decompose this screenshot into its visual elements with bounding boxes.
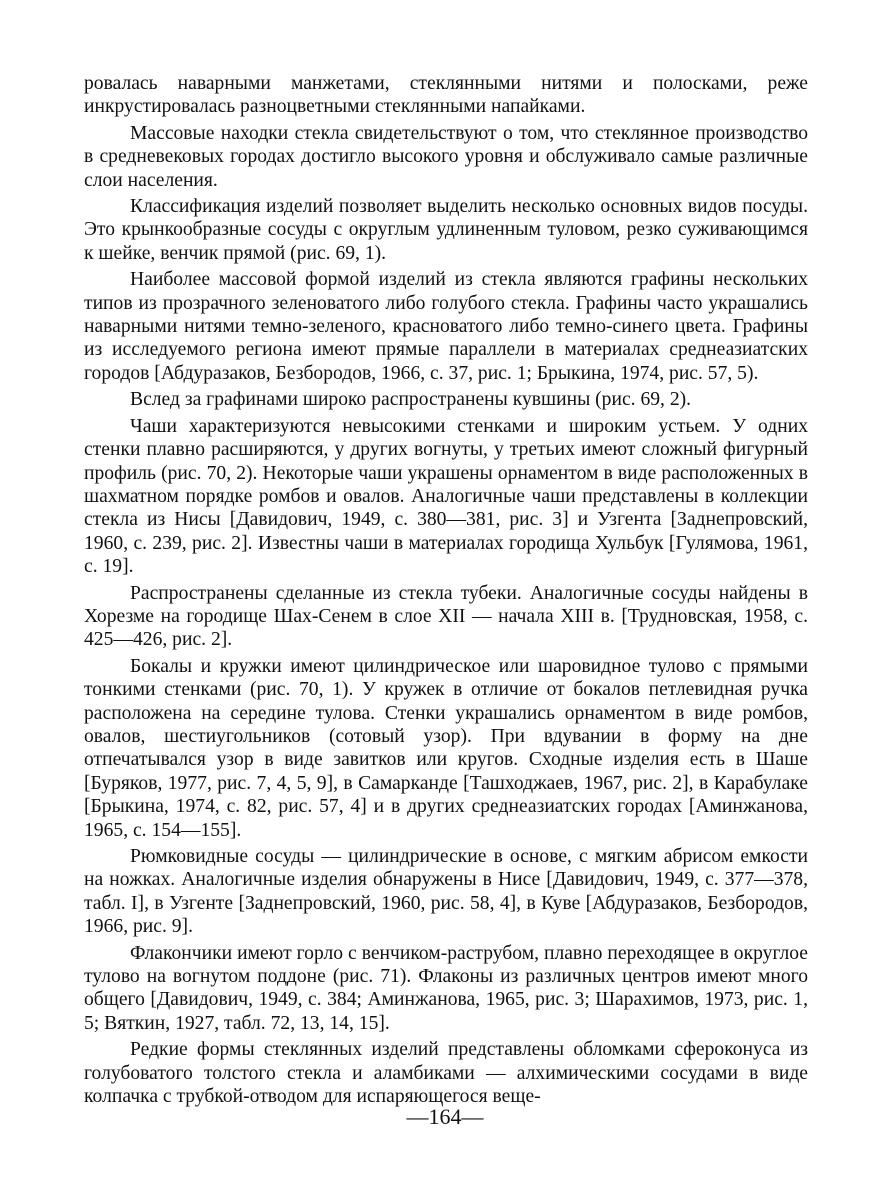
paragraph-7: Распространены сделанные из стекла тубеки. Аналогичные сосуды найдены в Хорезме на городище Шах-Сенем в слое XII — начала XIII в. [Трудновская, 1958, с. 425—426, рис. 2]. xyxy=(84,582,808,651)
paragraph-9: Рюмковидные сосуды — цилиндрические в основе, с мягким абрисом емкости на ножках. Аналогичные изделия обнаружены в Нисе [Давидович, 1949, с. 377—378, табл. I], в Узгенте [Заднепровский, 1960, рис. 58, 4], в Куве [Абдуразаков, Безбородов, 1966, рис. 9]. xyxy=(84,846,808,938)
paragraph-10: Флакончики имеют горло с венчиком-раструбом, плавно переходящее в округлое тулово на вогнутом поддоне (рис. 71). Флаконы из различных центров имеют много общего [Давидович, 1949, с. 384; Аминжанова, 1965, рис. 3; Шарахимов, 1973, рис. 1, 5; Вяткин, 1927, табл. 72, 13, 14, 15]. xyxy=(84,942,808,1034)
page-number: —164— xyxy=(406,1104,484,1129)
page-body xyxy=(84,72,808,1111)
paragraph-4: Наиболее массовой формой изделий из стекла являются графины нескольких типов из прозрачного зеленоватого либо голубого стекла. Графины часто украшались наварными нитями темно-зеленого, красноватого либо темно-синего цвета. Графины из исследуемого региона имеют прямые параллели в материалах среднеазиатских городов [Абдуразаков, Безбородов, 1966, с. 37, рис. 1; Брыкина, 1974, рис. 57, 5). xyxy=(84,269,808,384)
paragraph-8: Бокалы и кружки имеют цилиндрическое или шаровидное тулово с прямыми тонкими стенками (рис. 70, 1). У кружек в отличие от бокалов петлевидная ручка расположена на середине тулова. Стенки украшались орнаментом в виде ромбов, овалов, шестиугольников (сотовый узор). При вдувании в форму на дне отпечатывался узор в виде завитков или кругов. Сходные изделия есть в Шаше [Буряков, 1977, рис. 7, 4, 5, 9], в Самарканде [Ташходжаев, 1967, рис. 2], в Карабулаке [Брыкина, 1974, с. 82, рис. 57, 4] и в других среднеазиатских городах [Аминжанова, 1965, с. 154—155]. xyxy=(84,655,808,841)
paragraph-5: Вслед за графинами широко распространены кувшины (рис. 69, 2). xyxy=(130,389,692,411)
paragraph-3: Классификация изделий позволяет выделить несколько основных видов посуды. Это крынкообразные сосуды с округлым удлиненным туловом, резко суживающимся к шейке, венчик прямой (рис. 69, 1). xyxy=(84,196,808,264)
paragraph-11: Редкие формы стеклянных изделий представлены обломками сфероконуса из голубоватого толстого стекла и аламбиками — алхимическими сосудами в виде колпачка с трубкой-отводом для испаряющегося веще- xyxy=(84,1039,808,1108)
paragraph-6: Чаши характеризуются невысокими стенками и широким устьем. У одних стенки плавно расширяются, у других вогнуты, у третьих имеют сложный фигурный профиль (рис. 70, 2). Некоторые чаши украшены орнаментом в виде расположенных в шахматном порядке ромбов и овалов. Аналогичные чаши представлены в коллекции стекла из Нисы [Давидович, 1949, с. 380—381, рис. 3] и Узгента [Заднепровский, 1960, с. 239, рис. 2]. Известны чаши в материалах городища Хульбук [Гулямова, 1961, с. 19]. xyxy=(84,415,808,578)
paragraph-2: Массовые находки стекла свидетельствуют о том, что стеклянное производство в средневековых городах достигло высокого уровня и обслуживало самые различные слои населения. xyxy=(84,122,808,191)
paragraph-1: ровалась наварными манжетами, стеклянными нитями и полосками, реже инкрустировалась разноцветными стеклянными напайками. xyxy=(84,73,808,118)
